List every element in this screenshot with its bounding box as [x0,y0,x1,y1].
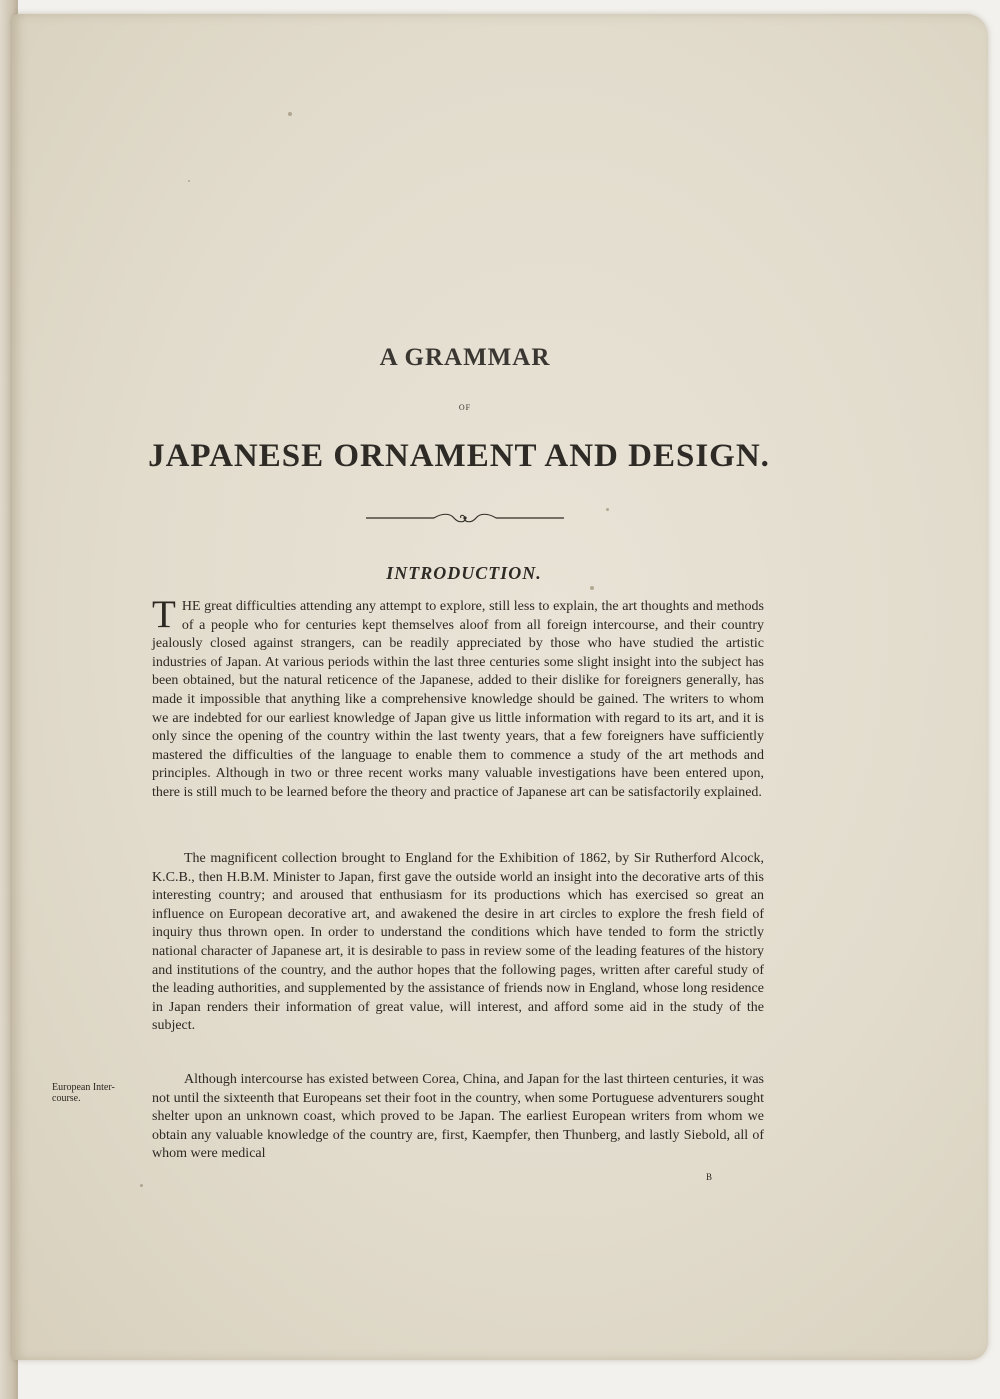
paper-speck [606,508,609,511]
signature-mark: B [706,1172,713,1182]
intro-paragraph-2: The magnificent collection brought to England for the Exhibition of 1862, by Sir Rutherford Alcock, K.C.B., then H.B.M. Minister to Japan, first gave the outside world an insight into the decorative arts of this interesting country; and aroused that enthusiasm for its productions which has exercised so great an influence on European decorative art, and awakened the desire in art circles to explore the fresh field of inquiry thus thrown open. In order to understand the conditions which have tended to form the strictly national character of Japanese art, it is desirable to pass in review some of the leading features of the history and institutions of the country, and the author hopes that the following pages, written after careful study of the leading authorities, and supplemented by the assistance of friends now in England, whose long residence in Japan renders their information of great value, will interest, and afford some aid in the study of the subject. [152,851,764,1034]
title-japanese-ornament: JAPANESE ORNAMENT AND DESIGN. [148,438,770,474]
intro-paragraph-3: Although intercourse has existed between Corea, China, and Japan for the last thirteen centuries, it was not until the sixteenth that Europeans set their foot in the country, when some Portuguese adventurers sought shelter upon an unknown coast, which proved to be Japan. The earliest European writers from whom we obtain any valuable knowledge of the country are, first, Kaempfer, then Thunberg, and lastly Siebold, all of whom were medical [152,1072,764,1162]
paper-speck [590,586,594,590]
margin-note: European Inter-course. [52,1082,115,1104]
drop-cap: T [152,593,176,636]
introduction-heading: INTRODUCTION. [386,563,542,583]
intro-paragraph-1 [152,593,764,803]
intro-paragraph-1-text: HE great difficulties attending any attempt to explore, still less to explain, the art thoughts and methods of a people who for centuries kept themselves aloof from all foreign intercourse, and their country jealously closed against strangers, can be readily appreciated by those who have studied the artistic industries of Japan. At various periods within the last three centuries some slight insight into the subject has been obtained, but the natural reticence of the Japanese, added to their dislike for foreigners generally, has made it impossible that anything like a comprehensive knowledge should be gained. The writers to whom we are indebted for our earliest knowledge of Japan give us little information with regard to its art, and it is only since the opening of the country within the last twenty years, that a few foreigners have sufficiently mastered the difficulties of the language to enable them to commence a study of the art methods and principles. Although in two or three recent works many valuable investigations have been entered upon, there is still much to be learned before the theory and practice of Japanese art can be satisfactorily explained. [152,599,764,800]
title-of: OF [458,403,472,412]
paper-speck [288,112,292,116]
ornamental-divider [366,511,564,525]
paper-speck [188,180,190,182]
paper-speck [140,1184,143,1187]
title-a-grammar: A GRAMMAR [379,344,551,371]
